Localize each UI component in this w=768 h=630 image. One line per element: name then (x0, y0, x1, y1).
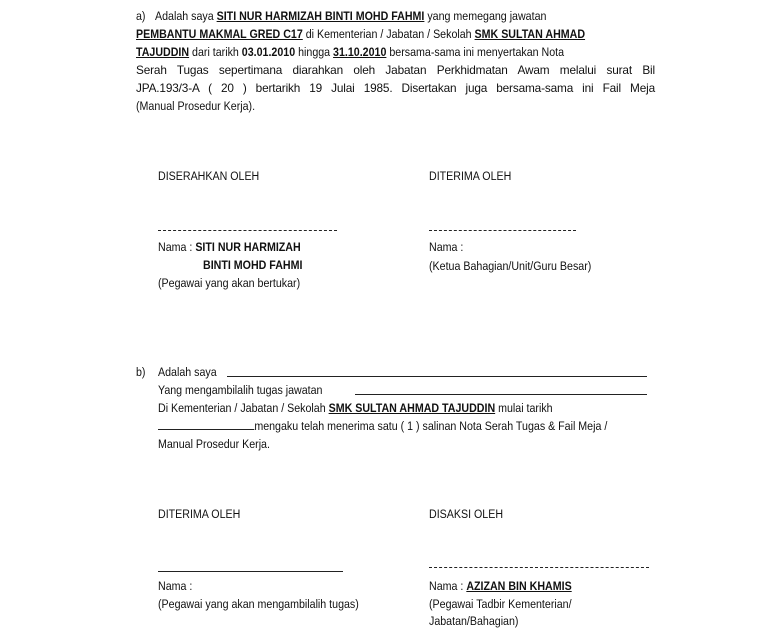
section-a-marker: a) (136, 9, 146, 23)
blank-line-name (227, 376, 647, 377)
section-a-line2-mid: di Kementerian / Jabatan / Sekolah (302, 27, 475, 41)
section-a-line-1 (155, 7, 546, 25)
section-a-line-2 (136, 25, 585, 43)
section-a-line-3 (136, 43, 564, 61)
section-b-line-5: Manual Prosedur Kerja. (158, 437, 270, 451)
officer-name: SITI NUR HARMIZAH BINTI MOHD FAHMI (216, 9, 425, 23)
date-from: 03.01.2010 (241, 45, 296, 59)
witness-role-line2: Jabatan/Bahagian) (429, 614, 519, 628)
signature-line-handed-over (158, 230, 337, 231)
section-b-marker: b) (136, 365, 146, 379)
blank-line-position (355, 394, 647, 395)
name-label-witness: Nama : (429, 579, 467, 593)
witness-name: AZIZAN BIN KHAMIS (466, 579, 572, 593)
witness-role-line1: (Pegawai Tadbir Kementerian/ (429, 597, 572, 611)
blank-line-date (158, 417, 254, 430)
witnessed-by-label: DISAKSI OLEH (429, 507, 504, 521)
handed-over-name-row (158, 238, 301, 256)
section-a-line3-mid1: dari tarikh (189, 45, 242, 59)
section-a-line-6: (Manual Prosedur Kerja). (136, 99, 256, 113)
position-title: PEMBANTU MAKMAL GRED C17 (136, 27, 303, 41)
school-name-part1: SMK SULTAN AHMAD (474, 27, 586, 41)
section-b-line-3 (158, 399, 553, 417)
witness-name-row (429, 577, 572, 595)
section-a-line1-prefix: Adalah saya (155, 9, 217, 23)
signature-line-received-a (429, 230, 576, 231)
section-b-line-2: Yang mengambilalih tugas jawatan (158, 383, 323, 397)
section-b-line-1: Adalah saya (158, 365, 217, 379)
received-role-a: (Ketua Bahagian/Unit/Guru Besar) (429, 259, 592, 273)
date-to: 31.10.2010 (333, 45, 387, 59)
handed-over-name-line1: SITI NUR HARMIZAH (195, 240, 301, 254)
section-b-line4-suffix: mengaku telah menerima satu ( 1 ) salinan Nota Serah Tugas & Fail Meja / (254, 419, 608, 433)
name-label-received-a: Nama : (429, 240, 464, 254)
section-a-line1-suffix: yang memegang jawatan (424, 9, 547, 23)
signature-line-received-b (158, 571, 343, 572)
section-a-line3-mid2: hingga (295, 45, 334, 59)
section-a-line-4: Serah Tugas sepertimana diarahkan oleh Jabatan Perkhidmatan Awam melalui surat Bil (136, 63, 655, 77)
school-name-part2: TAJUDDIN (136, 45, 190, 59)
handed-over-role: (Pegawai yang akan bertukar) (158, 276, 301, 290)
received-by-label-b: DITERIMA OLEH (158, 507, 241, 521)
school-name-b: SMK SULTAN AHMAD TAJUDDIN (328, 401, 496, 415)
signature-line-witness (429, 567, 649, 568)
handed-over-by-label: DISERAHKAN OLEH (158, 169, 260, 183)
section-a-line-5: JPA.193/3-A ( 20 ) bertarikh 19 Julai 1985. Disertakan juga bersama-sama ini Fail Meja (136, 81, 655, 95)
name-label-handed-over: Nama : (158, 240, 196, 254)
section-a-line3-suffix: bersama-sama ini menyertakan Nota (386, 45, 565, 59)
section-b-line-4 (158, 417, 607, 435)
received-by-label-a: DITERIMA OLEH (429, 169, 512, 183)
received-role-b: (Pegawai yang akan mengambilalih tugas) (158, 597, 359, 611)
name-label-received-b: Nama : (158, 579, 193, 593)
section-b-line3-prefix: Di Kementerian / Jabatan / Sekolah (158, 401, 329, 415)
handed-over-name-line2: BINTI MOHD FAHMI (203, 258, 303, 272)
section-b-line3-suffix: mulai tarikh (495, 401, 553, 415)
